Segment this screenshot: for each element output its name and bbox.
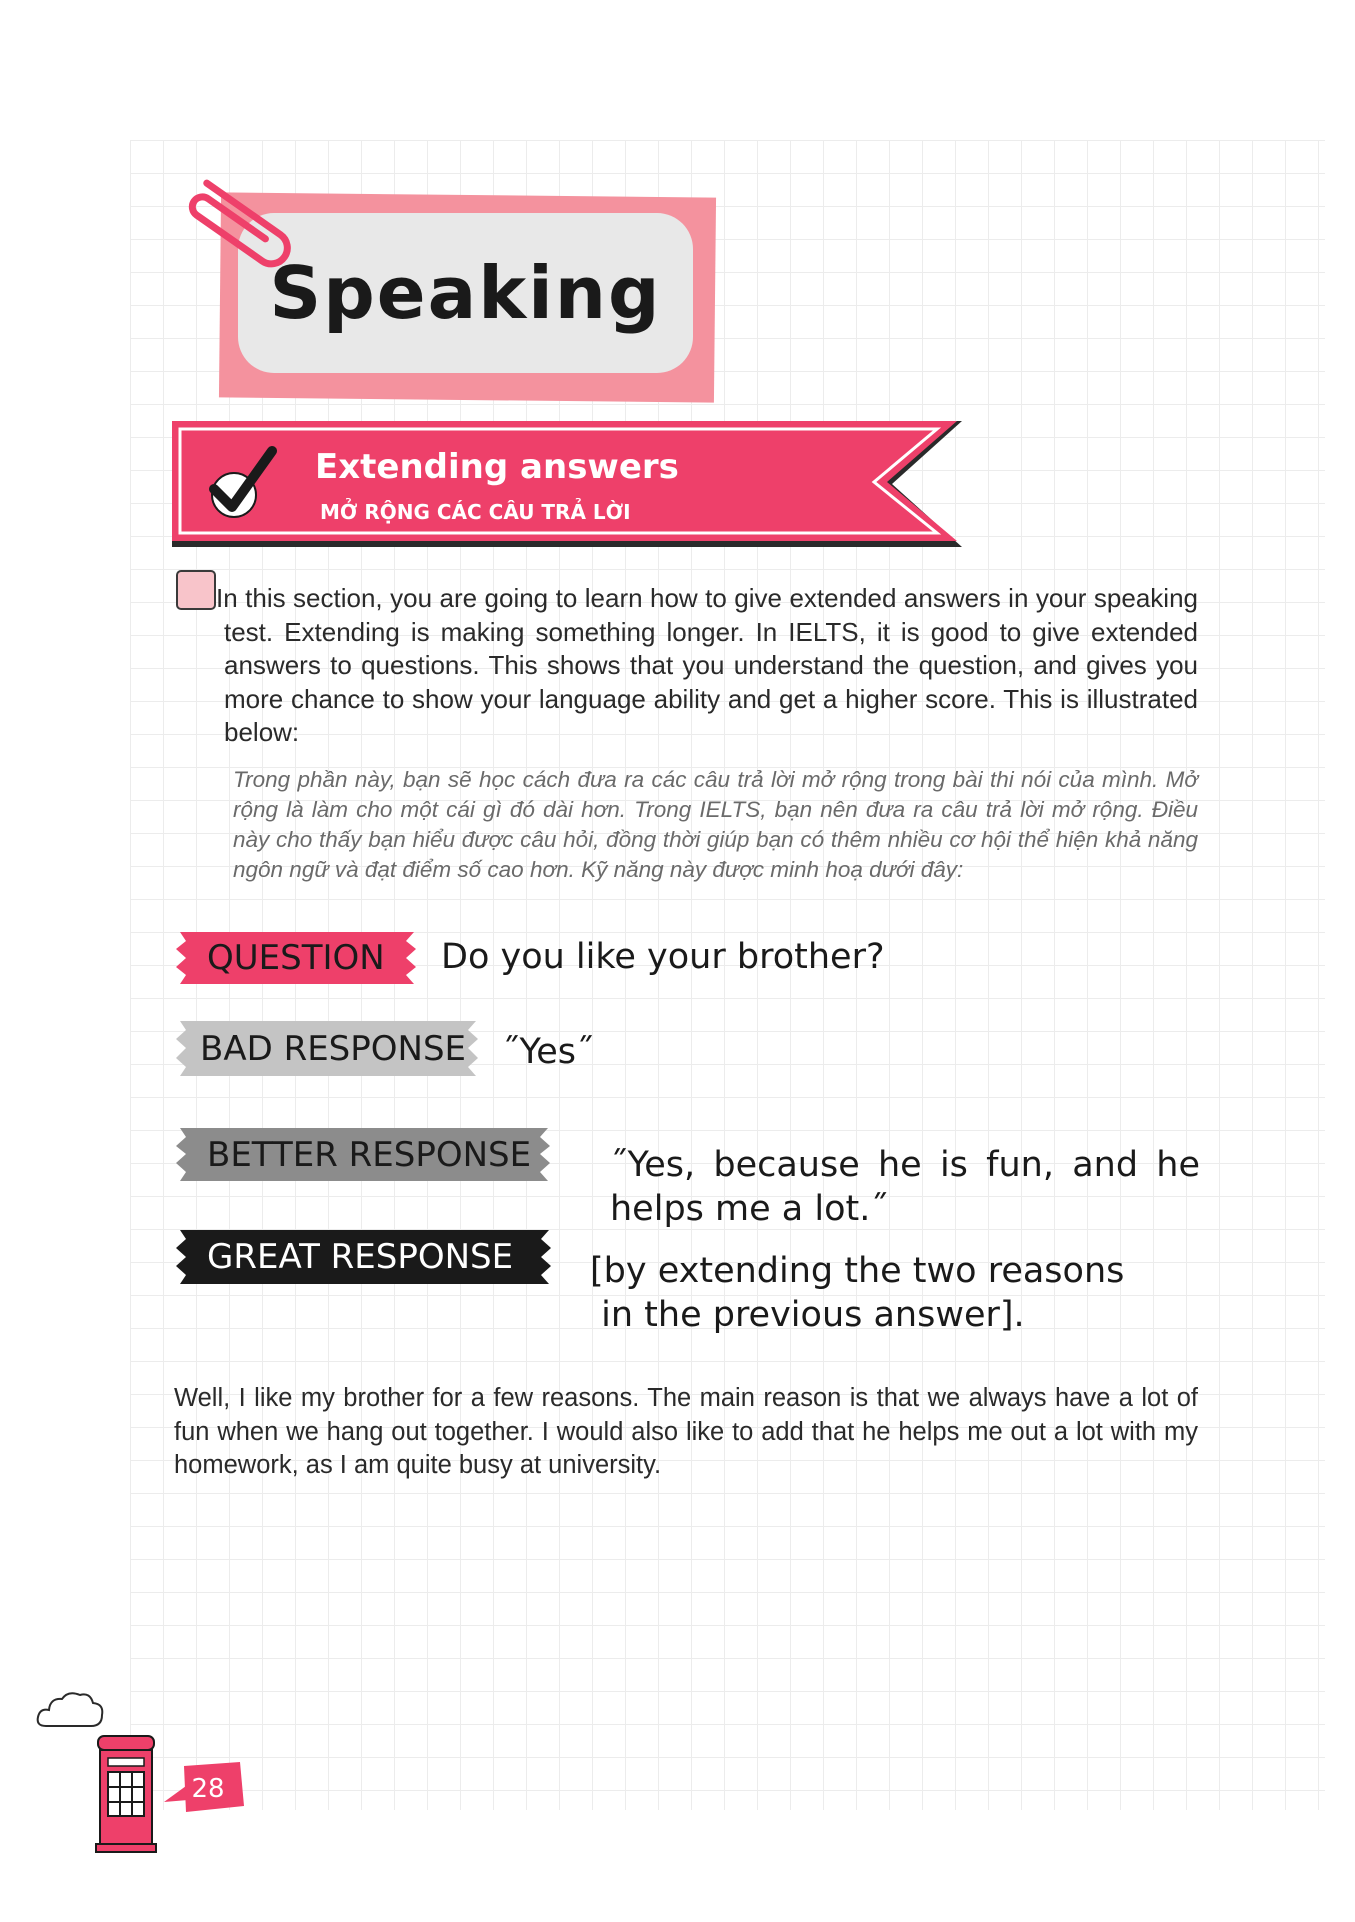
question-label: QUESTION — [207, 938, 385, 978]
great-response-line-2: in the previous answer]. — [590, 1295, 1025, 1335]
great-response-line-1: [by extending the two reasons — [590, 1251, 1125, 1291]
great-response-label: GREAT RESPONSE — [207, 1237, 514, 1277]
intro-english-rest: speaking test. Extending is making something longer. In IELTS, it is good to give extended answers to questions. This shows that you understand the question, and gives you more chance to show your language ability and get a higher score. This is illustrated below: — [224, 583, 1198, 747]
bad-response-label: BAD RESPONSE — [200, 1028, 467, 1069]
cloud-icon — [36, 1690, 106, 1732]
phone-booth-icon — [94, 1730, 160, 1855]
note-box-icon — [176, 570, 216, 610]
question-tag — [174, 932, 424, 984]
example-answer: Well, I like my brother for a few reasons. The main reason is that we always have a lot of fun when we hang out together. I would also like to add that he helps me out a lot with my homework, as I am quite busy at university. — [174, 1384, 1198, 1479]
page-title: Speaking — [269, 251, 662, 335]
bad-response-tag — [174, 1021, 486, 1076]
banner-title: Extending answers — [315, 447, 679, 487]
better-response-text: ˝Yes, because he is fun, and he helps me a lot.˝ — [610, 1145, 1200, 1229]
paperclip-icon — [172, 170, 312, 270]
page-number: 28 — [191, 1774, 225, 1804]
intro-english — [216, 582, 1198, 750]
better-response-tag — [174, 1128, 558, 1181]
intro-vietnamese: Trong phần này, bạn sẽ học cách đưa ra các câu trả lời mở rộng trong bài thi nói của mình. Mở rộng là làm cho một cái gì đó dài hơn. Trong IELTS, bạn nên đưa ra câu trả lời mở rộng. Điều này cho thấy bạn hiểu được câu hỏi, đồng thời giúp bạn có thêm nhiều cơ hội thể hiện khả năng ngôn ngữ và đạt điểm số cao hơn. Kỹ năng này được minh hoạ dưới đây: — [233, 767, 1198, 882]
better-response-label: BETTER RESPONSE — [207, 1134, 532, 1175]
banner-subtitle: MỞ RỘNG CÁC CÂU TRẢ LỜI — [320, 500, 631, 524]
intro-english-first: In this section, you are going to learn how to give extended answers in your — [216, 583, 1087, 613]
question-text: Do you like your brother? — [441, 937, 885, 977]
great-response-tag — [174, 1230, 559, 1284]
bad-response-text: ˝Yes˝ — [502, 1032, 594, 1072]
great-response-text — [590, 1249, 1150, 1337]
